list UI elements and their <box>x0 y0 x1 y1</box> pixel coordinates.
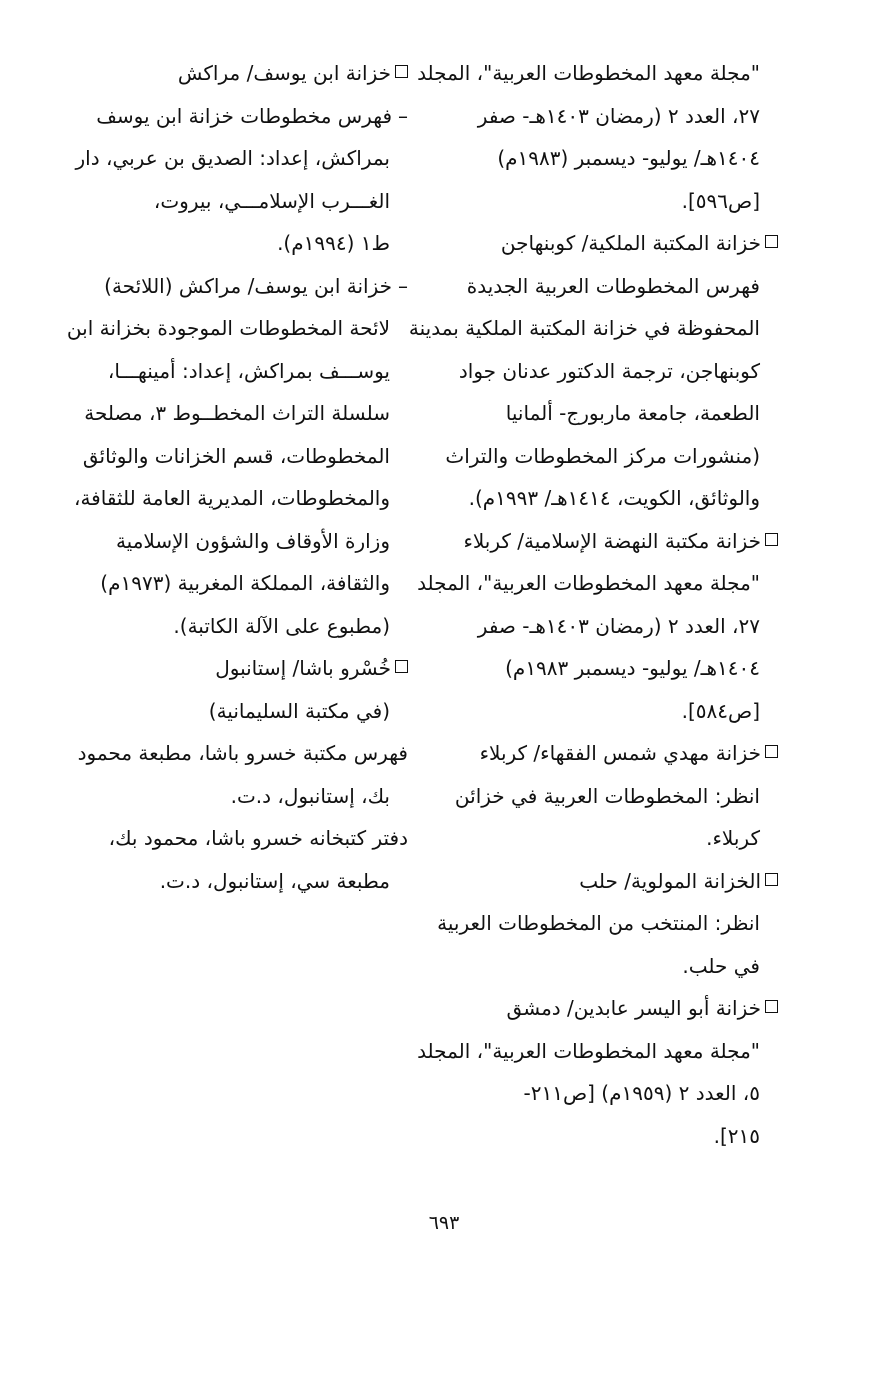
line-text: "مجلة معهد المخطوطات العربية"، المجلد <box>417 1038 760 1063</box>
text-line <box>448 817 778 860</box>
line-text: المحفوظة في خزانة المكتبة الملكية بمدينة <box>408 316 760 340</box>
line-text: الطعمة، جامعة ماربورج- ألمانيا <box>505 401 760 425</box>
line-text: ط١ (١٩٩٤م). <box>277 231 390 255</box>
text-line <box>98 605 408 648</box>
line-text: "مجلة معهد المخطوطات العربية"، المجلد <box>417 571 760 595</box>
checkbox-square-icon <box>765 873 778 886</box>
line-text: انظر: المنتخب من المخطوطات العربية <box>437 911 760 935</box>
left-column <box>66 52 408 902</box>
text-line <box>448 647 778 690</box>
checkbox-square-icon <box>765 533 778 546</box>
line-text: لائحة المخطوطات الموجودة بخزانة ابن <box>66 316 390 340</box>
text-line <box>408 307 778 350</box>
line-text: خزانة أبو اليسر عابدين/ دمشق <box>506 996 761 1020</box>
line-text: ٢٧، العدد ٢ (رمضان ١٤٠٣هـ- صفر <box>477 103 760 128</box>
text-line <box>77 732 408 775</box>
checkbox-square-icon <box>765 235 778 248</box>
line-text: في حلب. <box>682 953 760 978</box>
dash-entry-line <box>98 95 408 138</box>
page-number: ٦٩٣ <box>428 1212 460 1234</box>
text-line <box>437 902 778 945</box>
text-line <box>448 95 778 138</box>
line-text: يوســـف بمراكش، إعداد: أمينهـــا، <box>107 358 390 383</box>
text-line <box>448 1072 778 1115</box>
line-text: ١٤٠٤هـ/ يوليو- ديسمبر ١٩٨٣م) <box>505 656 760 680</box>
line-text: ٢٧، العدد ٢ (رمضان ١٤٠٣هـ- صفر <box>477 613 760 638</box>
entry-heading <box>448 860 778 903</box>
checkbox-square-icon <box>765 1000 778 1013</box>
entry-heading <box>98 52 408 95</box>
text-line <box>417 562 778 605</box>
line-text: فهرس المخطوطات العربية الجديدة <box>466 273 760 298</box>
line-text: والثقافة، المملكة المغربية (١٩٧٣م) <box>100 571 390 595</box>
dash-entry-line <box>98 265 408 308</box>
line-text: (في مكتبة السليمانية) <box>208 698 390 723</box>
line-text: ١٤٠٤هـ/ يوليو- ديسمبر (١٩٨٣م) <box>497 146 760 170</box>
text-line <box>448 180 778 223</box>
text-line <box>66 307 408 350</box>
text-line <box>448 392 778 435</box>
text-line <box>98 562 408 605</box>
text-line <box>98 520 408 563</box>
entry-heading <box>448 987 778 1030</box>
text-line <box>82 435 408 478</box>
entry-heading <box>448 222 778 265</box>
line-text: ٢١٥]. <box>713 1123 760 1148</box>
dash-bullet-icon: – <box>398 103 408 128</box>
text-line <box>417 1030 778 1073</box>
line-text: مطبعة سي، إستانبول، د.ت. <box>159 868 390 893</box>
text-line <box>98 775 408 818</box>
line-text: فهرس مخطوطات خزانة ابن يوسف <box>96 103 392 128</box>
line-text: الخزانة المولوية/ حلب <box>579 868 761 893</box>
line-text: الغـــرب الإسلامـــي، بيروت، <box>153 188 390 213</box>
text-line <box>448 350 778 393</box>
text-line <box>98 860 408 903</box>
line-text: [ص٥٨٤]. <box>681 698 760 723</box>
text-line <box>448 265 778 308</box>
text-line <box>98 222 408 265</box>
checkbox-square-icon <box>395 660 408 673</box>
line-text: دفتر كتبخانه خسرو باشا، محمود بك، <box>108 826 408 850</box>
text-line <box>417 52 778 95</box>
dash-bullet-icon: – <box>398 273 408 298</box>
line-text: خزانة ابن يوسف/ مراكش <box>177 61 391 85</box>
line-text: بمراكش، إعداد: الصديق بن عربي، دار <box>75 146 390 170</box>
line-text: بك، إستانبول، د.ت. <box>230 783 390 808</box>
text-line <box>75 137 408 180</box>
line-text: ٥، العدد ٢ (١٩٥٩م) [ص٢١١- <box>523 1081 760 1105</box>
line-text: انظر: المخطوطات العربية في خزائن <box>454 783 760 808</box>
line-text: فهرس مكتبة خسرو باشا، مطبعة محمود <box>77 741 408 765</box>
line-text: كربلاء. <box>706 826 760 850</box>
line-text: سلسلة التراث المخطــوط ٣، مصلحة <box>84 401 390 425</box>
text-line <box>448 477 778 520</box>
text-line <box>448 137 778 180</box>
line-text: "مجلة معهد المخطوطات العربية"، المجلد <box>417 61 760 85</box>
checkbox-square-icon <box>765 745 778 758</box>
text-line <box>84 392 408 435</box>
line-text: كوبنهاجن، ترجمة الدكتور عدنان جواد <box>458 358 760 383</box>
text-line <box>98 817 408 860</box>
line-text: وزارة الأوقاف والشؤون الإسلامية <box>115 528 390 553</box>
text-line <box>98 690 408 733</box>
line-text: خزانة مكتبة النهضة الإسلامية/ كربلاء <box>463 528 761 553</box>
line-text: خُسْرو باشا/ إستانبول <box>215 656 391 680</box>
checkbox-square-icon <box>395 65 408 78</box>
text-line <box>448 605 778 648</box>
entry-heading <box>98 647 408 690</box>
line-text: (منشورات مركز المخطوطات والتراث <box>445 443 760 468</box>
text-line <box>445 435 778 478</box>
text-line <box>448 945 778 988</box>
line-text: (مطبوع على الآلة الكاتبة). <box>173 613 390 638</box>
line-text: خزانة مهدي شمس الفقهاء/ كربلاء <box>479 741 761 765</box>
text-line <box>98 180 408 223</box>
entry-heading <box>448 732 778 775</box>
text-line <box>448 775 778 818</box>
line-text: [ص٥٩٦]. <box>681 188 760 213</box>
line-text: خزانة المكتبة الملكية/ كوبنهاجن <box>500 231 761 255</box>
text-line <box>448 690 778 733</box>
entry-heading <box>448 520 778 563</box>
line-text: والوثائق، الكويت، ١٤١٤هـ/ ١٩٩٣م). <box>468 486 760 510</box>
text-line <box>448 1115 778 1158</box>
text-line <box>98 350 408 393</box>
right-column <box>408 52 778 1157</box>
line-text: المخطوطات، قسم الخزانات والوثائق <box>82 443 390 468</box>
text-line <box>73 477 408 520</box>
line-text: والمخطوطات، المديرية العامة للثقافة، <box>73 486 390 510</box>
line-text: خزانة ابن يوسف/ مراكش (اللائحة) <box>104 273 392 298</box>
